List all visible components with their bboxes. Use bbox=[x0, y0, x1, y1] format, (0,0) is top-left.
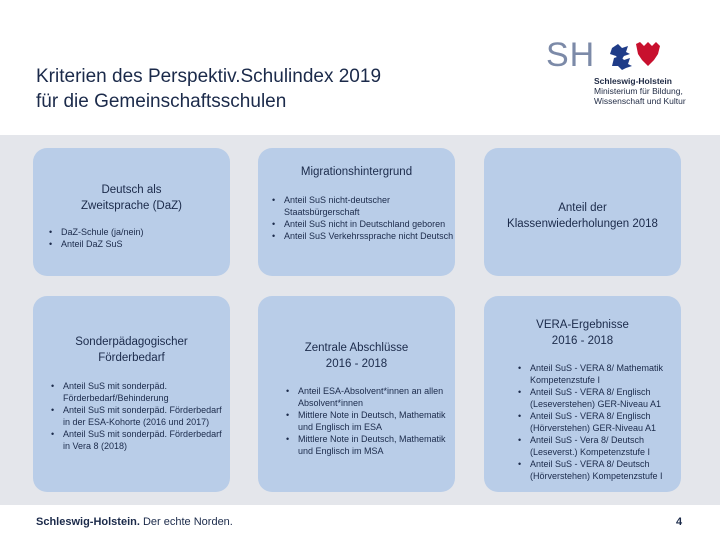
list-item: • Mittlere Note in Deutsch, Mathematik und Englisch im ESA bbox=[298, 409, 458, 433]
list-item: • Anteil SuS - VERA 8/ Deutsch (Hörverstehen) Kompetenzstufe I bbox=[530, 458, 690, 482]
card-final-exams-heading-line2: 2016 - 2018 bbox=[325, 358, 388, 370]
footer-tagline: Der echte Norden. bbox=[139, 516, 233, 528]
card-final-exams-heading-line1: Zentrale Abschlüsse bbox=[304, 342, 409, 354]
card-special-needs bbox=[33, 296, 230, 492]
card-daz-heading-line2: Zweitsprache (DaZ) bbox=[81, 200, 182, 212]
logo-ministry-line2: Wissenschaft und Kultur bbox=[594, 96, 686, 106]
card-vera-results bbox=[484, 296, 681, 492]
card-daz-list bbox=[47, 226, 231, 250]
footer-slogan bbox=[36, 516, 233, 528]
logo-state-name: Schleswig-Holstein bbox=[594, 76, 672, 86]
card-migration-heading: Migrationshintergrund bbox=[300, 166, 413, 178]
list-item: • Anteil SuS mit sonderpäd. Förderbedarf/Behinderung bbox=[63, 380, 231, 404]
page-number: 4 bbox=[676, 516, 683, 528]
card-class-repetition bbox=[484, 148, 681, 276]
card-special-needs-heading-line1: Sonderpädagogischer bbox=[75, 336, 188, 348]
card-class-repetition-heading-line2: Klassenwiederholungen 2018 bbox=[507, 218, 658, 230]
list-item: • Anteil DaZ SuS bbox=[61, 238, 231, 250]
card-daz-heading bbox=[33, 182, 230, 214]
footer-brand: Schleswig-Holstein. bbox=[36, 516, 140, 528]
ministry-logo bbox=[546, 36, 706, 106]
card-vera-results-heading bbox=[484, 317, 681, 349]
card-vera-results-heading-line1: VERA-Ergebnisse bbox=[536, 319, 629, 331]
card-vera-results-list bbox=[516, 362, 690, 482]
card-special-needs-heading bbox=[33, 334, 230, 366]
list-item: • Anteil SuS nicht-deutscher Staatsbürgerschaft bbox=[284, 194, 462, 218]
list-item: • Anteil SuS mit sonderpäd. Förderbedarf in der ESA-Kohorte (2016 und 2017) bbox=[63, 404, 231, 428]
slide-title-line1: Kriterien des Perspektiv.Schulindex 2019 bbox=[36, 66, 382, 87]
card-final-exams-list bbox=[284, 385, 458, 457]
list-item: • Anteil SuS Verkehrssprache nicht Deutsch bbox=[284, 230, 462, 242]
card-special-needs-heading-line2: Förderbedarf bbox=[98, 352, 165, 364]
card-class-repetition-heading bbox=[484, 200, 681, 232]
list-item: • Anteil SuS - VERA 8/ Englisch (Leseverstehen) GER-Niveau A1 bbox=[530, 386, 690, 410]
slide-title-line2: für die Gemeinschaftsschulen bbox=[36, 91, 287, 112]
card-final-exams bbox=[258, 296, 455, 492]
card-vera-results-heading-line2: 2016 - 2018 bbox=[551, 335, 614, 347]
list-item: • Anteil SuS mit sonderpäd. Förderbedarf in Vera 8 (2018) bbox=[63, 428, 231, 452]
card-final-exams-heading bbox=[258, 340, 455, 372]
list-item: • Anteil SuS - VERA 8/ Englisch (Hörverstehen) GER-Niveau A1 bbox=[530, 410, 690, 434]
coat-of-arms-icon bbox=[608, 40, 688, 70]
list-item: • Anteil SuS - VERA 8/ Mathematik Kompetenzstufe I bbox=[530, 362, 690, 386]
list-item: • DaZ-Schule (ja/nein) bbox=[61, 226, 231, 238]
card-special-needs-list bbox=[49, 380, 231, 452]
card-migration-list bbox=[270, 194, 462, 242]
logo-ministry-line1: Ministerium für Bildung, bbox=[594, 86, 683, 96]
card-daz-heading-line1: Deutsch als bbox=[101, 184, 162, 196]
list-item: • Anteil SuS - Vera 8/ Deutsch (Leseverst.) Kompetenzstufe I bbox=[530, 434, 690, 458]
card-class-repetition-heading-line1: Anteil der bbox=[558, 202, 607, 214]
list-item: • Anteil ESA-Absolvent*innen an allen Absolvent*innen bbox=[298, 385, 458, 409]
slide-title bbox=[36, 64, 516, 114]
logo-abbreviation: SH bbox=[546, 36, 596, 74]
list-item: • Mittlere Note in Deutsch, Mathematik und Englisch im MSA bbox=[298, 433, 458, 457]
card-migration bbox=[258, 148, 455, 276]
card-daz bbox=[33, 148, 230, 276]
list-item: • Anteil SuS nicht in Deutschland geboren bbox=[284, 218, 462, 230]
